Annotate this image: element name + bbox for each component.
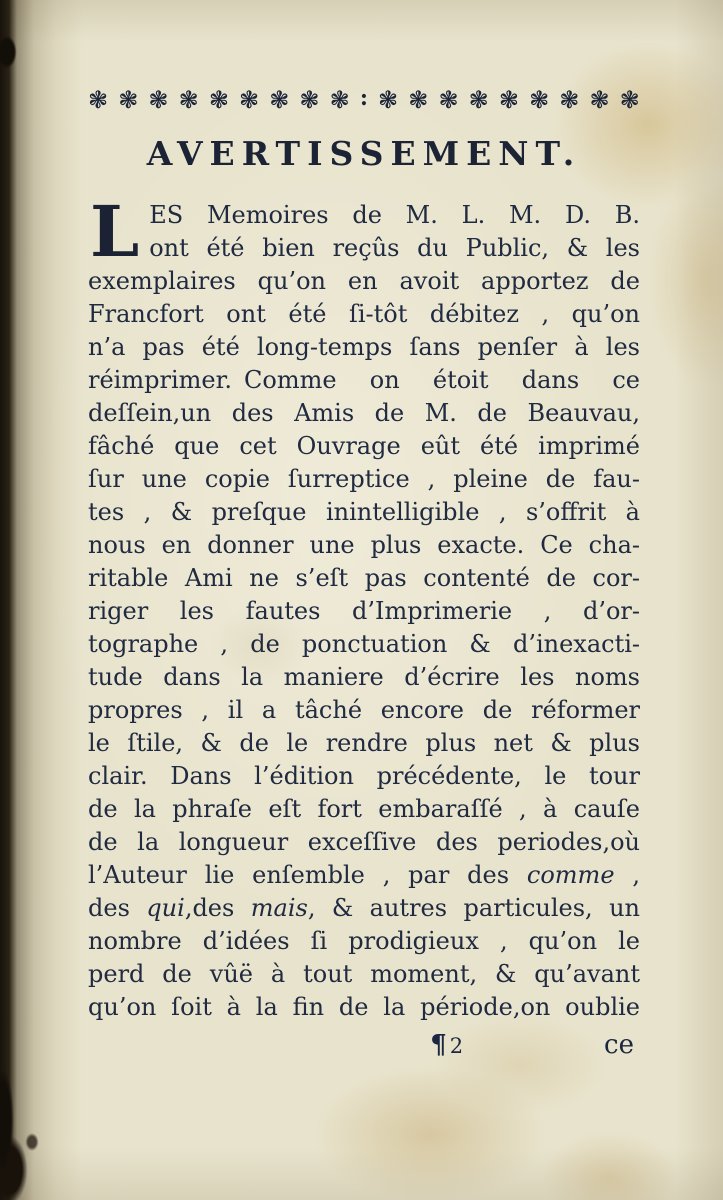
text-line: qu’on ſoit à la fin de la période,on oublie — [88, 993, 640, 1021]
fleuron-icon: ❃ — [408, 86, 429, 114]
text-line: tographe , de ponctuation & d’inexacti- — [88, 630, 640, 658]
paragraph-lines — [88, 190, 641, 1024]
text-line: ES Memoires de M. L. M. D. B. — [149, 201, 640, 229]
fleuron-icon: ❃ — [529, 86, 550, 114]
signature-mark — [430, 1030, 463, 1060]
catchword: ce — [604, 1030, 634, 1060]
fleuron-icon: ❃ — [88, 86, 109, 114]
signature-number: 2 — [449, 1034, 464, 1058]
text-line: deſſein,un des Amis de M. de Beauvau, — [88, 399, 640, 427]
text-line: l’Auteur lie enſemble , par des comme , — [88, 861, 640, 889]
text-line: ont été bien reçûs du Public, & les — [149, 234, 640, 262]
text-line: de la longueur exceſſive des periodes,où — [88, 828, 640, 856]
fleuron-icon: ❃ — [269, 86, 290, 114]
fleuron-icon: ❃ — [148, 86, 169, 114]
fleuron-icon: ❃ — [468, 86, 489, 114]
ornament-separator: : — [359, 85, 368, 111]
fleuron-icon: ❃ — [178, 86, 199, 114]
text-line: nombre d’idées ſi prodigieux , qu’on le — [88, 927, 640, 955]
page-text-block — [88, 84, 640, 1066]
text-line: clair. Dans l’édition précédente, le tour — [88, 762, 640, 790]
fleuron-icon: ❃ — [239, 86, 260, 114]
ornament-row — [88, 84, 640, 112]
text-line: ſur une copie ſurreptice , pleine de fau- — [88, 465, 640, 493]
pilcrow-icon: ¶ — [430, 1030, 447, 1060]
text-line: exemplaires qu’on en avoit apportez de — [88, 267, 640, 295]
fleuron-icon: ❃ — [559, 86, 580, 114]
fleuron-icon: ❃ — [498, 86, 519, 114]
fleuron-icon: ❃ — [438, 86, 459, 114]
fleuron-icon: ❃ — [118, 86, 139, 114]
text-line: des qui,des mais, & autres particules, un — [88, 894, 641, 922]
fleuron-icon: ❃ — [208, 86, 229, 114]
text-line: le ſtile, & de le rendre plus net & plus — [88, 729, 640, 757]
text-line: nous en donner une plus exacte. Ce cha- — [88, 531, 640, 559]
fleuron-icon: ❃ — [378, 86, 399, 114]
text-line: tes , & preſque inintelligible , s’offrit à — [88, 498, 640, 526]
text-line: fâché que cet Ouvrage eût été imprimé — [88, 432, 640, 460]
fleuron-icon: ❃ — [619, 86, 640, 114]
text-line: propres , il a tâché encore de réformer — [88, 696, 640, 724]
drop-cap: L — [90, 190, 140, 273]
avertissement-paragraph — [88, 190, 641, 1024]
text-line: ritable Ami ne s’eſt pas contenté de cor- — [88, 564, 640, 592]
text-line: de la phraſe eſt fort embaraſſé , à cauſe — [88, 795, 640, 823]
fleuron-icon: ❃ — [299, 86, 320, 114]
fleuron-icon: ❃ — [329, 86, 350, 114]
text-line: riger les fautes d’Imprimerie , d’or- — [88, 597, 640, 625]
page-title: AVERTISSEMENT. — [146, 134, 582, 173]
text-line: perd de vûë à tout moment, & qu’avant — [88, 960, 640, 988]
text-line: n’a pas été long-temps ſans penſer à les — [88, 333, 640, 361]
page-footer — [88, 1030, 640, 1066]
text-line: Francfort ont été ſi-tôt débitez , qu’on — [88, 300, 640, 328]
text-line: tude dans la maniere d’écrire les noms — [88, 663, 640, 691]
text-line: réimprimer. Comme on étoit dans ce — [88, 366, 640, 394]
fleuron-icon: ❃ — [589, 86, 610, 114]
